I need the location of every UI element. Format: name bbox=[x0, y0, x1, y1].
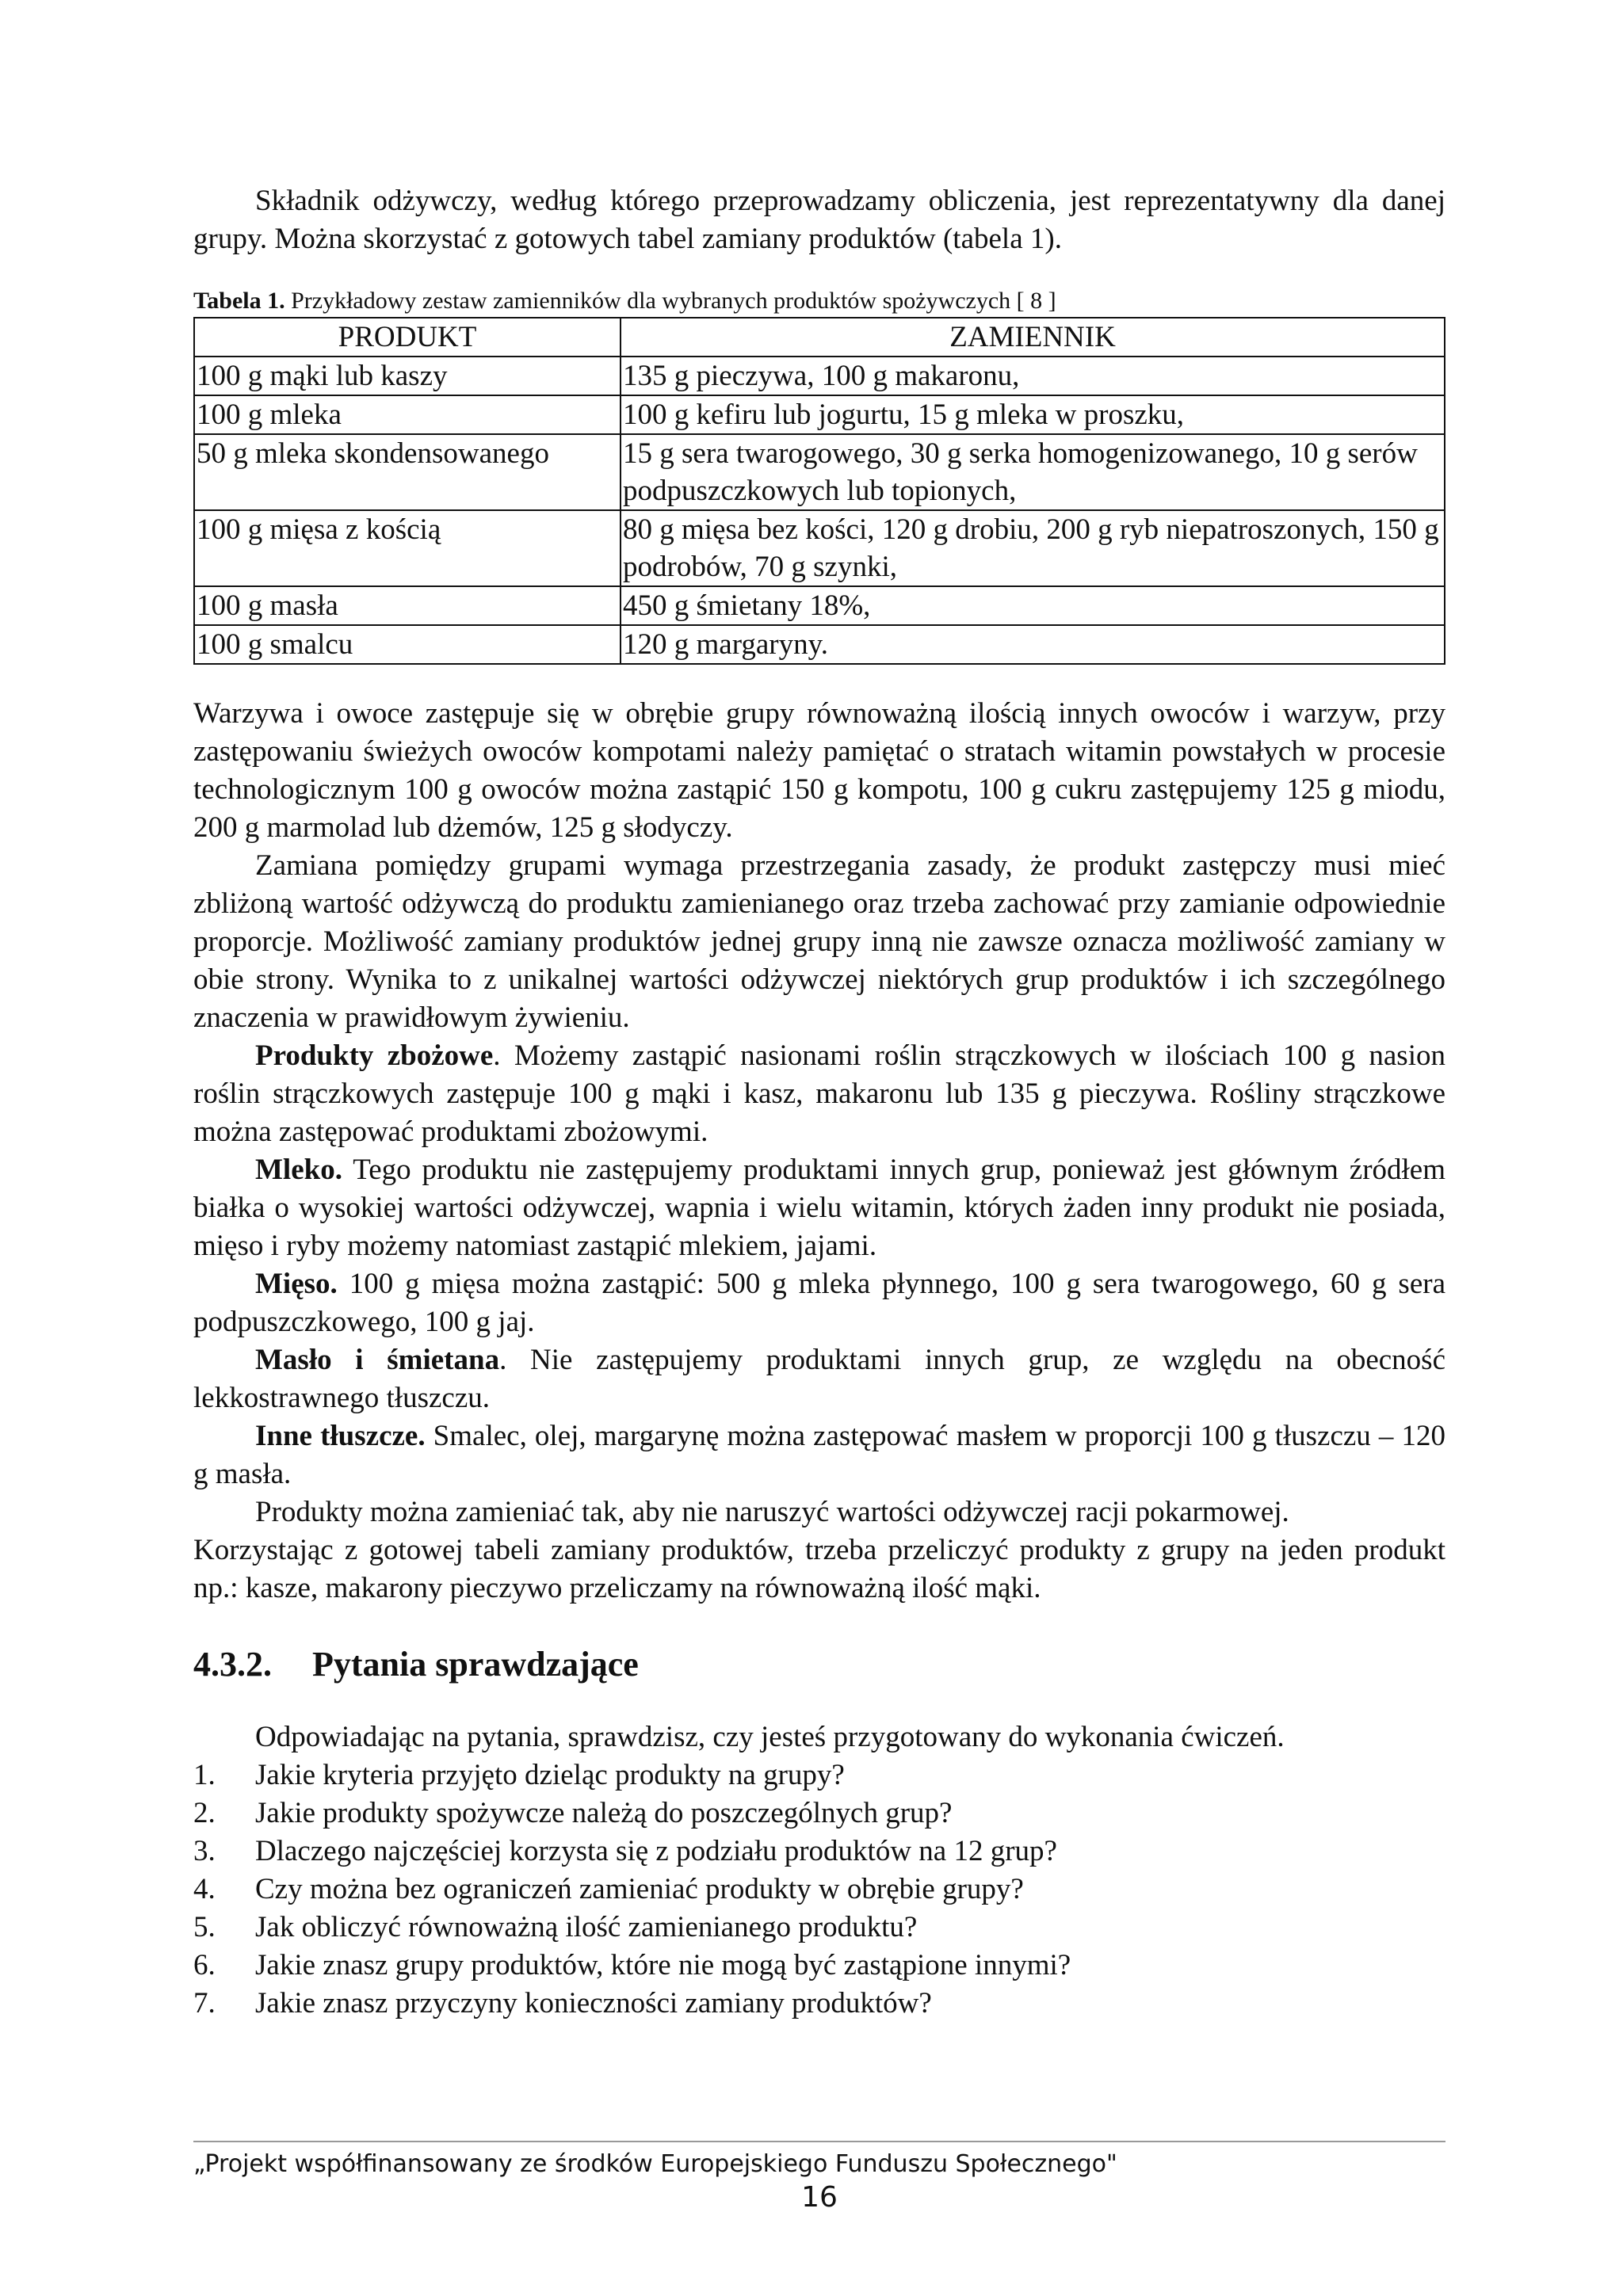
section-number: 4.3.2. bbox=[193, 1645, 272, 1684]
table-row bbox=[194, 357, 1445, 395]
cell-substitute: 80 g mięsa bez kości, 120 g drobiu, 200 g ryb niepatroszonych, 150 g podrobów, 70 g szynki, bbox=[621, 510, 1445, 586]
term-cereal-products: Produkty zbożowe bbox=[255, 1039, 494, 1072]
table-header-row bbox=[194, 318, 1445, 357]
cell-product: 100 g mleka bbox=[194, 395, 621, 434]
page-content bbox=[193, 182, 1445, 2023]
question-text: Jak obliczyć równoważną ilość zamienianego produktu? bbox=[255, 1911, 918, 1943]
question-number: 5. bbox=[193, 1911, 216, 1943]
list-item bbox=[193, 1947, 1445, 1985]
header-substitute: ZAMIENNIK bbox=[621, 318, 1445, 357]
cell-product: 50 g mleka skondensowanego bbox=[194, 434, 621, 510]
term-milk: Mleko. bbox=[255, 1154, 342, 1186]
cell-substitute: 135 g pieczywa, 100 g makaronu, bbox=[621, 357, 1445, 395]
question-number: 6. bbox=[193, 1949, 216, 1981]
table-caption bbox=[193, 285, 1445, 317]
text-other-fats: Smalec, olej, margarynę można zastępować masłem w proporcji 100 g tłuszczu – 120 g masła. bbox=[193, 1420, 1445, 1490]
cell-product: 100 g masła bbox=[194, 586, 621, 625]
question-text: Dlaczego najczęściej korzysta się z podziału produktów na 12 grup? bbox=[255, 1835, 1057, 1867]
list-item bbox=[193, 1871, 1445, 1909]
text-meat: 100 g mięsa można zastąpić: 500 g mleka płynnego, 100 g sera twarogowego, 60 g sera podpuszczkowego, 100 g jaj. bbox=[193, 1268, 1445, 1338]
cell-substitute: 450 g śmietany 18%, bbox=[621, 586, 1445, 625]
question-number: 1. bbox=[193, 1759, 216, 1791]
question-number: 2. bbox=[193, 1797, 216, 1829]
paragraph-other-fats bbox=[193, 1417, 1445, 1493]
text-milk: Tego produktu nie zastępujemy produktami innych grup, ponieważ jest głównym źródłem białka o wysokiej wartości odżywczej, wapnia i wielu witamin, których żaden inny produkt nie posiada, mięso i ryby możemy natomiast zastąpić mlekiem, jajami. bbox=[193, 1154, 1445, 1262]
question-text: Czy można bez ograniczeń zamieniać produkty w obrębie grupy? bbox=[255, 1873, 1024, 1905]
table-row bbox=[194, 625, 1445, 664]
cell-product: 100 g smalcu bbox=[194, 625, 621, 664]
section-heading bbox=[193, 1642, 1445, 1687]
table-caption-label: Tabela 1. bbox=[193, 288, 285, 314]
paragraph-meat bbox=[193, 1265, 1445, 1341]
question-number: 4. bbox=[193, 1873, 216, 1905]
cell-substitute: 120 g margaryny. bbox=[621, 625, 1445, 664]
question-text: Jakie znasz grupy produktów, które nie mogą być zastąpione innymi? bbox=[255, 1949, 1071, 1981]
list-item bbox=[193, 1909, 1445, 1947]
page-number: 16 bbox=[801, 2181, 838, 2214]
substitutes-table bbox=[193, 317, 1445, 665]
questions-intro: Odpowiadając na pytania, sprawdzisz, czy jesteś przygotowany do wykonania ćwiczeń. bbox=[255, 1721, 1285, 1753]
header-product: PRODUKT bbox=[194, 318, 621, 357]
cell-substitute: 15 g sera twarogowego, 30 g serka homogenizowanego, 10 g serów podpuszczkowych lub topionych, bbox=[621, 434, 1445, 510]
table-row bbox=[194, 510, 1445, 586]
term-butter-cream: Masło i śmietana bbox=[255, 1344, 500, 1376]
term-other-fats: Inne tłuszcze. bbox=[255, 1420, 426, 1452]
footer-text: „Projekt współfinansowany ze środków Europejskiego Funduszu Społecznego" bbox=[193, 2150, 1117, 2178]
table-row bbox=[194, 395, 1445, 434]
table-row bbox=[194, 586, 1445, 625]
table-row bbox=[194, 434, 1445, 510]
term-meat: Mięso. bbox=[255, 1268, 338, 1300]
question-number: 3. bbox=[193, 1835, 216, 1867]
paragraph-conversion: Korzystając z gotowej tabeli zamiany produktów, trzeba przeliczyć produkty z grupy na jeden produkt np.: kasze, makarony pieczywo przeliczamy na równoważną ilość mąki. bbox=[193, 1534, 1445, 1604]
list-item bbox=[193, 1985, 1445, 2023]
intro-paragraph: Składnik odżywczy, według którego przeprowadzamy obliczenia, jest reprezentatywny dla danej grupy. Można skorzystać z gotowych tabel zamiany produktów (tabela 1). bbox=[193, 185, 1445, 255]
paragraph-butter-cream bbox=[193, 1341, 1445, 1417]
text-butter-cream: . Nie zastępujemy produktami innych grup, ze względu na obecność lekkostrawnego tłuszczu. bbox=[193, 1344, 1445, 1414]
paragraph-nutritional-value: Produkty można zamieniać tak, aby nie naruszyć wartości odżywczej racji pokarmowej. bbox=[255, 1496, 1289, 1528]
question-text: Jakie kryteria przyjęto dzieląc produkty na grupy? bbox=[255, 1759, 845, 1791]
section-title: Pytania sprawdzające bbox=[312, 1645, 639, 1684]
cell-product: 100 g mąki lub kaszy bbox=[194, 357, 621, 395]
table-caption-text: Przykładowy zestaw zamienników dla wybranych produktów spożywczych [ 8 ] bbox=[285, 288, 1056, 314]
paragraph-group-substitution: Zamiana pomiędzy grupami wymaga przestrzegania zasady, że produkt zastępczy musi mieć zbliżoną wartość odżywczą do produktu zamienianego oraz trzeba zachować przy zamianie odpowiednie proporcje. Możliwość zamiany produktów jednej grupy inną nie zawsze oznacza możliwość zamiany w obie strony. Wynika to z unikalnej wartości odżywczej niektórych grup produktów i ich szczególnego znaczenia w prawidłowym żywieniu. bbox=[193, 849, 1445, 1034]
question-text: Jakie produkty spożywcze należą do poszczególnych grup? bbox=[255, 1797, 953, 1829]
list-item bbox=[193, 1756, 1445, 1794]
page-footer bbox=[193, 2141, 1445, 2215]
questions-list bbox=[193, 1756, 1445, 2023]
list-item bbox=[193, 1794, 1445, 1833]
cell-product: 100 g mięsa z kością bbox=[194, 510, 621, 586]
paragraph-milk bbox=[193, 1151, 1445, 1265]
list-item bbox=[193, 1833, 1445, 1871]
question-text: Jakie znasz przyczyny konieczności zamiany produktów? bbox=[255, 1987, 932, 2019]
text-cereal-products: . Możemy zastąpić nasionami roślin strączkowych w ilościach 100 g nasion roślin strączkowych zastępuje 100 g mąki i kasz, makaronu lub 135 g pieczywa. Rośliny strączkowe można zastępować produktami zbożowymi. bbox=[193, 1039, 1445, 1148]
cell-substitute: 100 g kefiru lub jogurtu, 15 g mleka w proszku, bbox=[621, 395, 1445, 434]
paragraph-cereal-products bbox=[193, 1037, 1445, 1151]
question-number: 7. bbox=[193, 1987, 216, 2019]
paragraph-vegetables-fruit: Warzywa i owoce zastępuje się w obrębie grupy równoważną ilością innych owoców i warzyw, przy zastępowaniu świeżych owoców kompotami należy pamiętać o stratach witamin powstałych w procesie technologicznym 100 g owoców można zastąpić 150 g kompotu, 100 g cukru zastępujemy 125 g miodu, 200 g marmolad lub dżemów, 125 g słodyczy. bbox=[193, 697, 1445, 844]
